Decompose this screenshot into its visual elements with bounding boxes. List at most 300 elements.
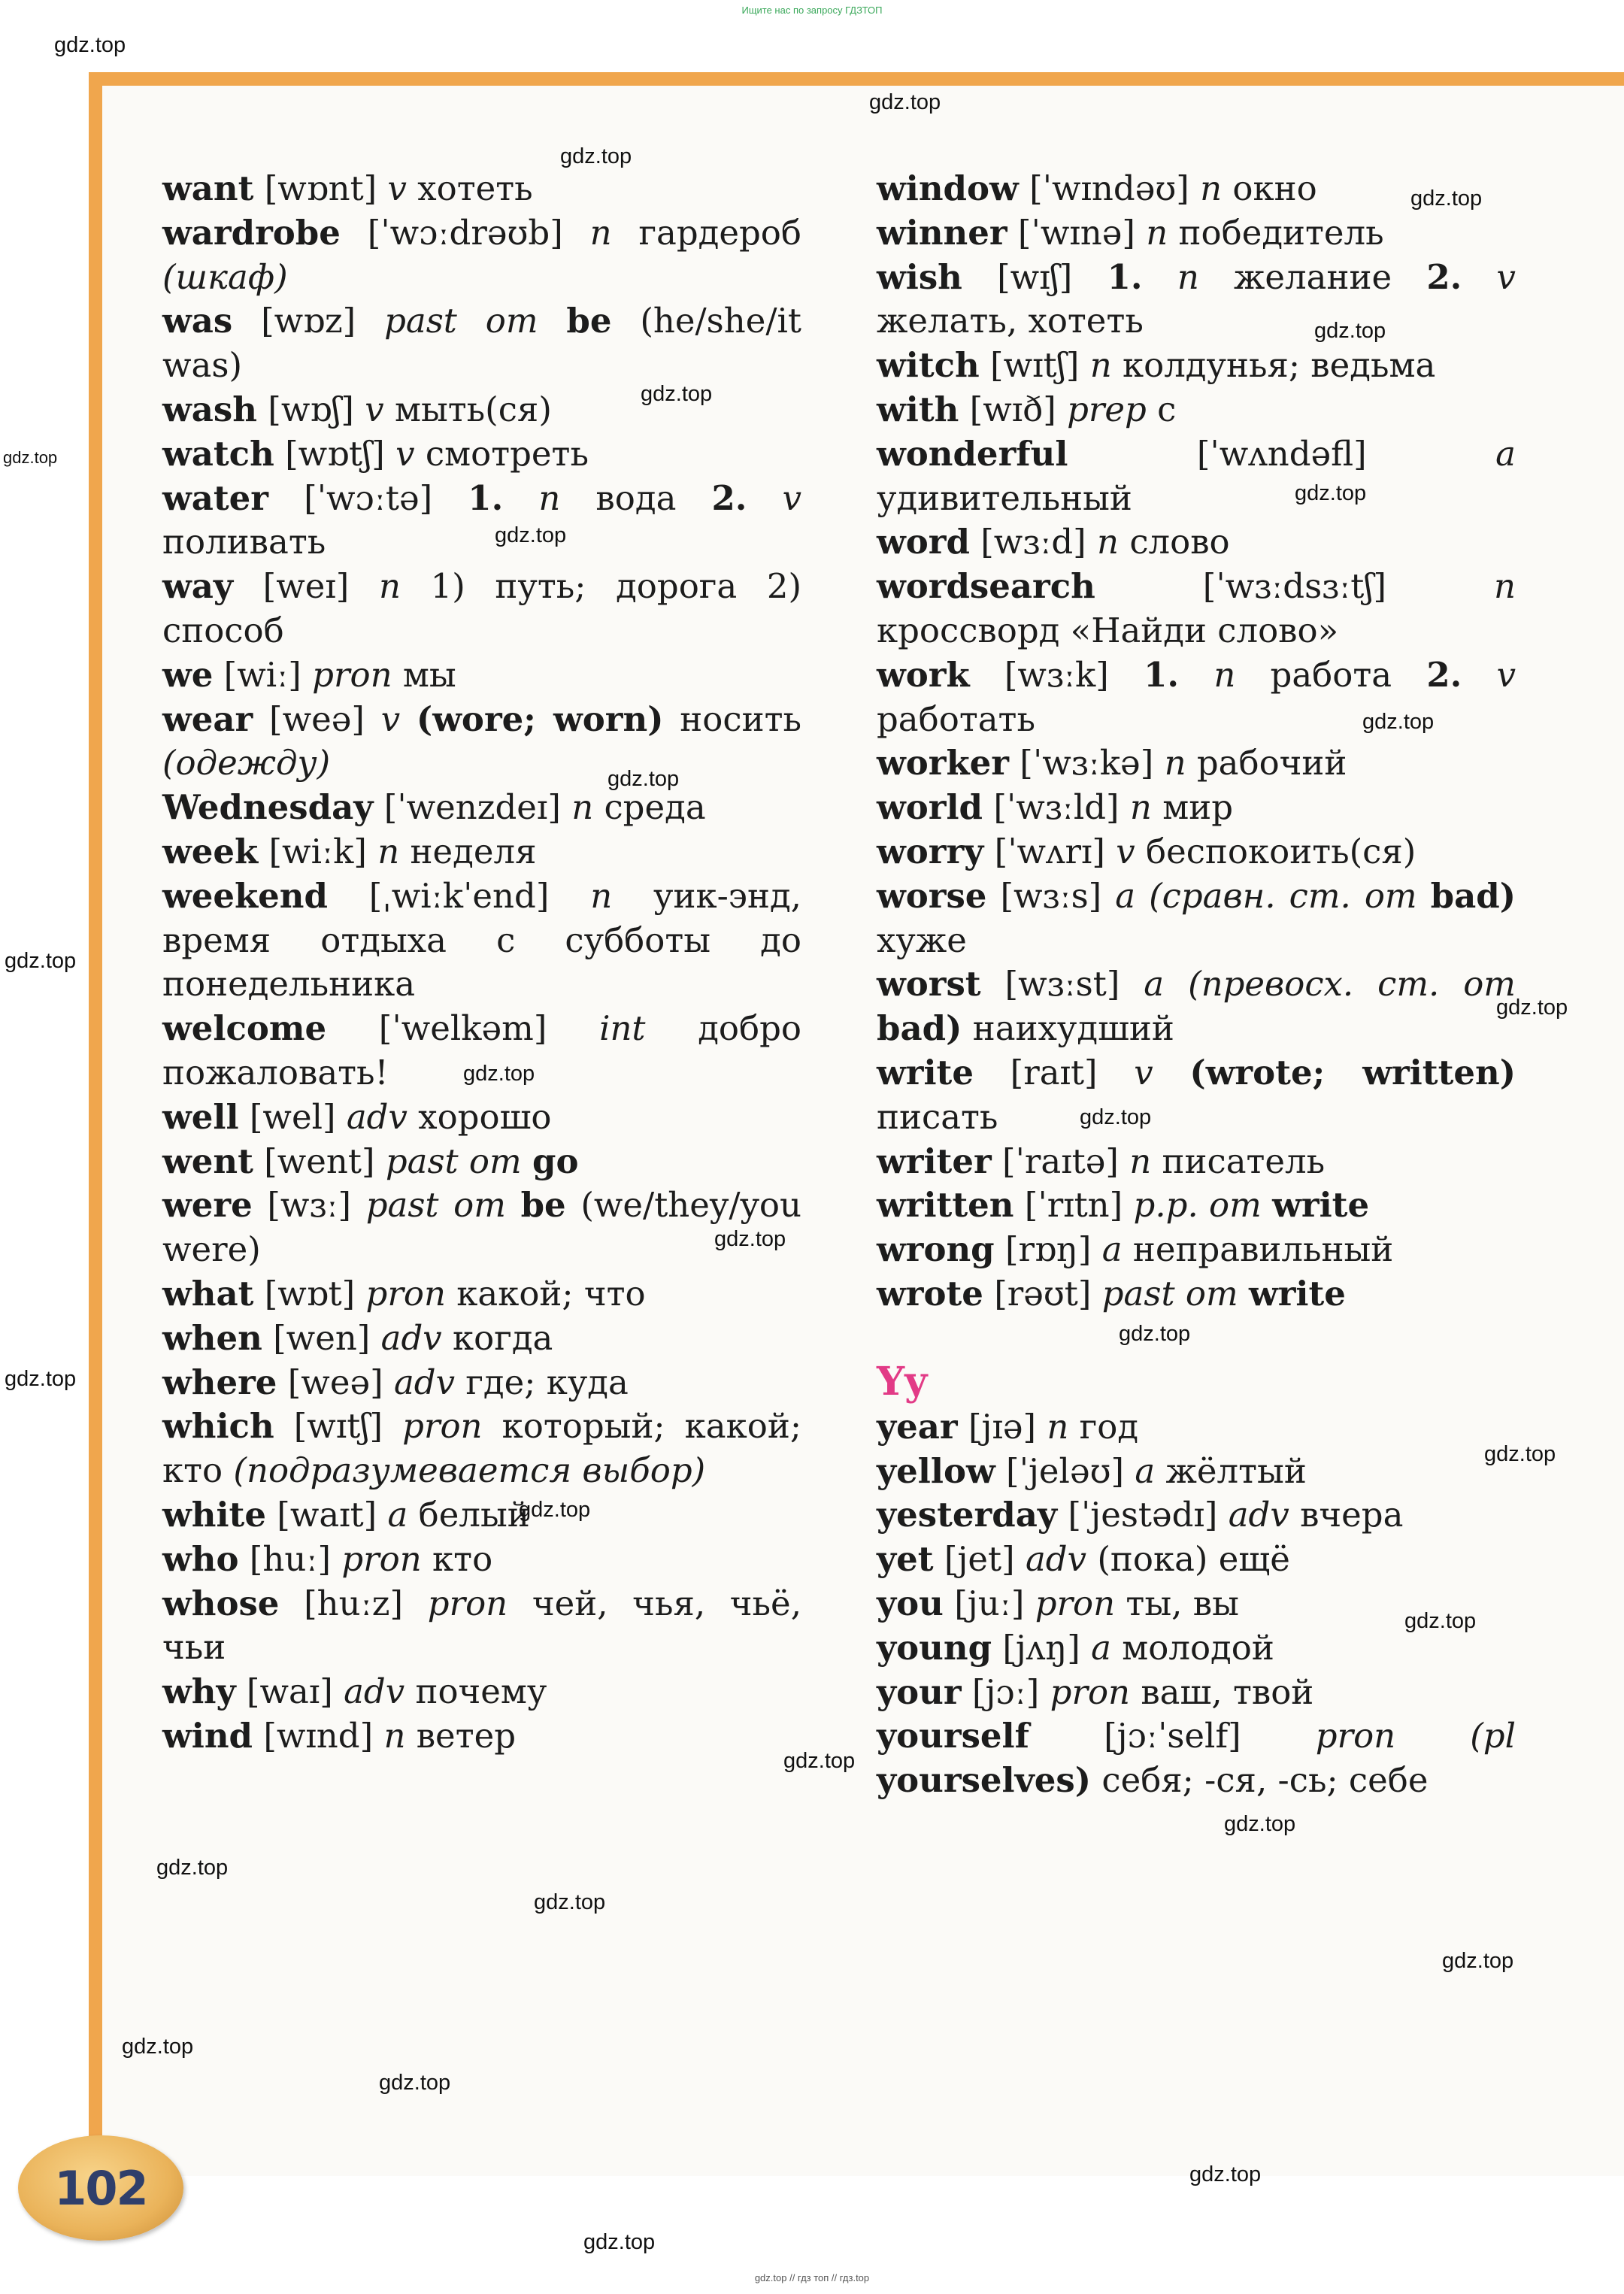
watermark: gdz.top	[1410, 186, 1483, 211]
dictionary-entry	[877, 741, 1516, 786]
entry-part-of-speech: p.p. от	[1133, 1185, 1262, 1226]
entry-text	[1238, 1274, 1249, 1314]
watermark: gdz.top	[1496, 995, 1568, 1020]
entry-text: [ˈwɜːdsɜːtʃ]	[1095, 566, 1495, 607]
dictionary-entry	[877, 1671, 1516, 1715]
entry-text: где; куда	[455, 1362, 629, 1402]
entry-text: [wɪtʃ]	[979, 345, 1090, 386]
entry-headword: where	[162, 1362, 277, 1402]
entry-text: удивительный	[877, 477, 1132, 518]
dictionary-entry	[877, 1051, 1516, 1140]
entry-headword: watch	[162, 433, 274, 474]
entry-text: [ˈraɪtə]	[991, 1141, 1130, 1181]
dictionary-entry	[162, 698, 801, 786]
entry-note: (сравн. ст. от	[1149, 875, 1417, 916]
entry-text: [jʌŋ]	[992, 1627, 1092, 1668]
entry-text: [ˈwenzdeɪ]	[373, 787, 572, 828]
dictionary-entry	[162, 1183, 801, 1272]
entry-part-of-speech: v	[1496, 654, 1516, 695]
entry-part-of-speech: n	[1047, 1406, 1069, 1447]
entry-text: [waɪ]	[235, 1671, 344, 1712]
entry-reference: 1.	[1107, 256, 1143, 297]
dictionary-entry	[162, 1582, 801, 1671]
entry-part-of-speech: adv	[1025, 1539, 1087, 1580]
entry-part-of-speech: int	[599, 1008, 646, 1049]
entry-text: [rəʊt]	[983, 1273, 1102, 1314]
dictionary-entry	[877, 432, 1516, 521]
entry-text: жёлтый	[1155, 1450, 1307, 1491]
entry-headword: wrong	[877, 1229, 995, 1270]
entry-headword: yellow	[877, 1450, 995, 1491]
entry-headword: why	[162, 1671, 236, 1712]
entry-part-of-speech: n	[1129, 1141, 1152, 1181]
entry-headword: well	[162, 1096, 239, 1137]
entry-reference: (wrote; written)	[1189, 1052, 1516, 1092]
dictionary-entry	[877, 388, 1516, 432]
entry-text: [weɪ]	[233, 566, 379, 607]
entry-headword: Wednesday	[162, 787, 374, 828]
watermark: gdz.top	[122, 2035, 194, 2059]
entry-headword: yesterday	[877, 1495, 1058, 1535]
dictionary-entry	[162, 1405, 801, 1493]
entry-text	[1179, 655, 1213, 695]
dictionary-entry	[877, 786, 1516, 830]
entry-text: колдунья; ведьма	[1111, 345, 1436, 386]
entry-headword: water	[162, 477, 269, 518]
entry-text: [went]	[253, 1141, 386, 1181]
entry-text: себя; -ся, -сь; себе	[1091, 1760, 1429, 1801]
entry-headword: write	[877, 1052, 974, 1092]
entry-text: [huːz]	[279, 1583, 428, 1623]
entry-text: [ˈwɜːld]	[983, 787, 1130, 828]
entry-text	[1153, 1053, 1190, 1092]
watermark: gdz.top	[1314, 319, 1386, 343]
entry-text: [wel]	[238, 1096, 347, 1137]
entry-note: (одежду)	[162, 743, 331, 783]
dictionary-entry	[162, 477, 801, 565]
watermark: gdz.top	[5, 1367, 77, 1391]
entry-text	[1164, 964, 1188, 1004]
entry-text: ветер	[405, 1715, 517, 1756]
entry-headword: wonderful	[877, 433, 1068, 474]
entry-text: (he/she/it was)	[162, 301, 801, 386]
entry-part-of-speech: n	[1097, 522, 1120, 562]
entry-text: [ˈwʌndəfl]	[1068, 433, 1496, 474]
dictionary-entry	[162, 1493, 801, 1538]
entry-text: писатель	[1151, 1141, 1326, 1181]
dictionary-entry	[877, 1714, 1516, 1803]
entry-text	[1135, 876, 1149, 916]
entry-headword: weekend	[162, 875, 328, 916]
entry-part-of-speech: v	[782, 477, 801, 518]
watermark: gdz.top	[583, 2230, 656, 2254]
watermark: gdz.top	[1224, 1812, 1296, 1836]
dictionary-entry	[162, 211, 801, 300]
entry-part-of-speech: n	[1089, 345, 1112, 386]
entry-text: рабочий	[1186, 743, 1347, 783]
entry-text: смотреть	[414, 433, 589, 474]
dictionary-entry	[877, 520, 1516, 565]
entry-text: [ˈrɪtn]	[1013, 1185, 1134, 1226]
entry-part-of-speech: a	[1144, 964, 1165, 1005]
dictionary-entry	[162, 1140, 801, 1184]
entry-text: [wɪtʃ]	[274, 1406, 403, 1447]
entry-note: (превосх. ст. от	[1188, 964, 1516, 1005]
entry-text: [wɜːd]	[969, 522, 1098, 562]
entry-text: неделя	[399, 831, 537, 871]
entry-text: писать	[877, 1096, 998, 1137]
watermark: gdz.top	[1484, 1442, 1556, 1466]
entry-text: мыть(ся)	[383, 389, 552, 429]
entry-headword: we	[162, 654, 214, 695]
entry-text: молодой	[1110, 1627, 1274, 1668]
entry-headword: world	[877, 787, 983, 828]
entry-text: ты, вы	[1115, 1583, 1239, 1623]
dictionary-entry	[162, 1272, 801, 1317]
entry-part-of-speech: past от	[384, 301, 538, 341]
entry-headword: were	[162, 1185, 253, 1226]
entry-text: беспокоить(ся)	[1135, 831, 1416, 871]
entry-text: поливать	[162, 522, 326, 562]
entry-headword: witch	[877, 345, 980, 386]
entry-text: [ˈwɔːtə]	[268, 477, 468, 518]
entry-text: [ˈwʌrɪ]	[983, 831, 1116, 871]
dictionary-entry	[162, 874, 801, 1007]
entry-text: с	[1146, 389, 1177, 429]
entry-text	[506, 1185, 521, 1225]
entry-reference: 1.	[1144, 654, 1180, 695]
watermark: gdz.top	[607, 767, 680, 791]
entry-text: [jet]	[933, 1539, 1026, 1580]
entry-text	[1462, 655, 1496, 695]
entry-part-of-speech: adv	[1228, 1495, 1289, 1535]
entry-headword: word	[877, 522, 970, 562]
entry-text: хорошо	[407, 1096, 552, 1137]
entry-part-of-speech: adv	[344, 1671, 405, 1712]
entry-text: [ˈwɜːkə]	[1008, 743, 1165, 783]
entry-part-of-speech: a	[1495, 433, 1516, 474]
entry-part-of-speech: n	[538, 477, 561, 518]
entry-text: наихудший	[962, 1008, 1174, 1049]
entry-reference: write	[1248, 1273, 1346, 1314]
dictionary-entry	[162, 1670, 801, 1714]
entry-part-of-speech: pron	[1315, 1716, 1396, 1756]
entry-text: [wiːk]	[258, 831, 378, 871]
entry-part-of-speech: n	[378, 566, 401, 607]
entry-headword: which	[162, 1406, 274, 1447]
entry-text: [wɜːs]	[986, 875, 1116, 916]
dictionary-entry	[877, 256, 1516, 344]
entry-part-of-speech: adv	[346, 1096, 408, 1137]
top-search-note: Ищите нас по запросу ГДЗТОП	[741, 5, 883, 16]
entry-text: который; какой; кто	[162, 1406, 801, 1491]
entry-headword: week	[162, 831, 259, 871]
watermark: gdz.top	[1189, 2162, 1262, 2186]
entry-reference: 1.	[468, 477, 504, 518]
dictionary-entry	[877, 1405, 1516, 1450]
entry-text: добро пожаловать!	[162, 1008, 801, 1092]
entry-reference: 2.	[1426, 256, 1462, 297]
entry-text: [weə]	[253, 699, 381, 739]
entry-text: уик-энд, время отдыха с субботы до понедельника	[162, 875, 801, 1005]
entry-text: когда	[441, 1317, 553, 1358]
entry-text: [huː]	[238, 1538, 342, 1579]
entry-part-of-speech: pron	[365, 1273, 446, 1314]
entry-headword: writer	[877, 1141, 992, 1181]
dictionary-entry	[162, 1361, 801, 1405]
watermark: gdz.top	[495, 523, 567, 547]
entry-text	[503, 478, 538, 518]
entry-headword: wash	[162, 389, 257, 429]
entry-text: [wɪnd]	[253, 1715, 384, 1756]
entry-headword: year	[877, 1406, 958, 1447]
dictionary-entry	[877, 1493, 1516, 1538]
entry-part-of-speech: pron	[402, 1406, 483, 1447]
entry-part-of-speech: n	[1129, 787, 1152, 828]
w-entries-list	[877, 167, 1516, 1317]
entry-part-of-speech: v	[1116, 831, 1135, 871]
entry-text: [ˈwɪnə]	[1007, 212, 1147, 253]
dictionary-entry	[877, 1450, 1516, 1494]
entry-part-of-speech: n	[383, 1715, 406, 1756]
entry-part-of-speech: n	[1213, 654, 1236, 695]
entry-text: хуже	[877, 920, 967, 960]
entry-text: среда	[593, 787, 706, 828]
entry-part-of-speech: adv	[393, 1362, 456, 1402]
entry-headword: who	[162, 1538, 239, 1579]
watermark: gdz.top	[1404, 1609, 1477, 1633]
watermark: gdz.top	[869, 90, 941, 114]
entry-headword: you	[877, 1583, 944, 1623]
section-letter-y: Yy	[877, 1358, 928, 1405]
entry-text: [juː]	[943, 1583, 1035, 1623]
entry-text: вода	[560, 477, 712, 518]
entry-text: [wɒz]	[232, 301, 385, 341]
entry-part-of-speech: past от	[365, 1185, 506, 1226]
dictionary-entry	[162, 1714, 801, 1759]
entry-text	[747, 478, 782, 518]
entry-headword: wardrobe	[162, 212, 341, 253]
entry-text: [waɪt]	[265, 1494, 388, 1535]
entry-text: желание	[1198, 256, 1427, 297]
watermark: gdz.top	[1080, 1105, 1152, 1129]
watermark: gdz.top	[519, 1498, 591, 1522]
entry-headword: wind	[162, 1715, 253, 1756]
entry-text: окно	[1222, 168, 1317, 208]
watermark: gdz.top	[463, 1062, 535, 1086]
entry-text	[1462, 257, 1496, 297]
entry-headword: welcome	[162, 1008, 327, 1049]
bottom-site-note: gdz.top // гдз топ // гдз.top	[754, 2272, 870, 2283]
entry-text: [jɔː]	[961, 1671, 1050, 1712]
dictionary-entry	[162, 565, 801, 653]
entry-headword: worry	[877, 831, 984, 871]
entry-headword: worst	[877, 964, 981, 1005]
entry-headword: went	[162, 1141, 253, 1181]
entry-part-of-speech: n	[1200, 168, 1223, 208]
entry-reference: be	[566, 301, 612, 341]
entry-part-of-speech: a	[387, 1494, 408, 1535]
entry-headword: young	[877, 1627, 992, 1668]
entry-part-of-speech: n	[1494, 566, 1516, 607]
entry-text: [wɜːst]	[980, 964, 1144, 1005]
entry-text: [rɒŋ]	[994, 1229, 1102, 1270]
entry-headword: winner	[877, 212, 1007, 253]
entry-text: [wɒʃ]	[256, 389, 365, 429]
entry-part-of-speech: a	[1115, 875, 1136, 916]
dictionary-entry	[162, 1538, 801, 1582]
entry-part-of-speech: pron	[1035, 1583, 1116, 1623]
entry-text: неправильный	[1122, 1229, 1394, 1270]
dictionary-entry	[877, 874, 1516, 963]
dictionary-entry	[877, 1140, 1516, 1184]
watermark: gdz.top	[1362, 710, 1435, 734]
entry-part-of-speech: n	[377, 831, 400, 871]
entry-text: [wen]	[262, 1317, 381, 1358]
entry-part-of-speech: prep	[1067, 389, 1147, 429]
entry-text: кто	[421, 1538, 493, 1579]
entry-text: 1) путь; дорога 2) способ	[162, 566, 802, 650]
entry-text: вчера	[1289, 1495, 1404, 1535]
entry-part-of-speech: v	[387, 168, 407, 208]
entry-text: [jɔːˈself]	[1029, 1716, 1316, 1756]
entry-part-of-speech: n	[571, 787, 594, 828]
entry-text: [weə]	[277, 1362, 394, 1402]
watermark: gdz.top	[560, 144, 632, 168]
entry-part-of-speech: past от	[1101, 1273, 1238, 1314]
entry-part-of-speech: v	[395, 433, 415, 474]
entry-headword: white	[162, 1494, 266, 1535]
entry-text: (we/they/you were)	[162, 1185, 801, 1270]
entry-headword: worker	[877, 743, 1009, 783]
entry-text: [jɪə]	[957, 1406, 1047, 1447]
entry-part-of-speech: pron	[341, 1538, 422, 1579]
entry-text: работа	[1235, 654, 1427, 695]
entry-headword: wish	[877, 256, 962, 297]
entry-reference: yourselves)	[877, 1760, 1092, 1801]
watermark: gdz.top	[1295, 481, 1367, 505]
entry-text: победитель	[1168, 212, 1384, 253]
entry-text: почему	[404, 1671, 547, 1712]
watermark: gdz.top	[3, 448, 58, 467]
dictionary-entry	[162, 1095, 801, 1140]
entry-text: какой; что	[445, 1273, 646, 1314]
dictionary-entry	[162, 167, 801, 211]
watermark: gdz.top	[534, 1890, 606, 1914]
entry-text: ваш, твой	[1130, 1671, 1314, 1712]
entry-text: [ˈjeləʊ]	[995, 1450, 1135, 1491]
entry-part-of-speech: v	[365, 389, 384, 429]
entry-part-of-speech: n	[1177, 256, 1199, 297]
watermark: gdz.top	[783, 1749, 856, 1773]
entry-text	[538, 301, 567, 341]
entry-text: чей, чья, чьё, чьи	[162, 1583, 801, 1668]
entry-text	[1143, 257, 1177, 297]
dictionary-entry	[162, 1317, 801, 1361]
watermark: gdz.top	[1119, 1322, 1191, 1346]
entry-part-of-speech: pron	[1050, 1671, 1131, 1712]
page-frame-top	[89, 72, 1624, 86]
entry-text: [wɜːk]	[969, 654, 1144, 695]
entry-text: гардероб	[611, 212, 801, 253]
dictionary-entry	[162, 653, 801, 698]
entry-reference: 2.	[711, 477, 747, 518]
entry-headword: wordsearch	[877, 566, 1095, 607]
dictionary-entry	[162, 786, 801, 830]
entry-text	[400, 699, 417, 739]
entry-headword: way	[162, 566, 234, 607]
entry-part-of-speech: n	[589, 212, 612, 253]
entry-text: [ˈwɔːdrəʊb]	[340, 212, 590, 253]
entry-headword: was	[162, 301, 233, 341]
watermark: gdz.top	[156, 1856, 229, 1880]
entry-headword: yourself	[877, 1716, 1030, 1756]
entry-headword: worse	[877, 875, 987, 916]
entry-headword: your	[877, 1671, 962, 1712]
entry-text: [raɪt]	[973, 1052, 1135, 1092]
entry-note: (подразумевается выбор)	[233, 1450, 706, 1491]
page-frame-left	[89, 72, 102, 2147]
entry-reference: be	[520, 1185, 566, 1226]
entry-text: [wɪð]	[959, 389, 1068, 429]
entry-text: год	[1068, 1406, 1139, 1447]
entry-text: [wɜː]	[252, 1185, 366, 1226]
entry-headword: wrote	[877, 1273, 983, 1314]
entry-headword: with	[877, 389, 959, 429]
entry-text: [wiː]	[213, 654, 313, 695]
entry-part-of-speech: a	[1135, 1450, 1156, 1491]
entry-part-of-speech: pron	[312, 654, 392, 695]
entry-part-of-speech: n	[1146, 212, 1168, 253]
watermark: gdz.top	[1442, 1949, 1514, 1973]
dictionary-entry	[162, 830, 801, 874]
entry-reference: go	[532, 1141, 579, 1181]
entry-reference: (wore; worn)	[416, 699, 664, 739]
entry-text: кроссворд «Найди слово»	[877, 610, 1339, 650]
entry-part-of-speech: v	[1134, 1052, 1153, 1092]
entry-part-of-speech: pron	[427, 1583, 508, 1623]
entry-part-of-speech: v	[1496, 256, 1516, 297]
entry-text: белый	[408, 1494, 530, 1535]
entry-text: [ˈwelkəm]	[326, 1008, 600, 1049]
entry-reference: bad)	[877, 1008, 962, 1049]
entry-headword: wear	[162, 699, 253, 739]
entry-part-of-speech: v	[380, 699, 401, 739]
entry-note: (шкаф)	[162, 256, 288, 297]
dictionary-entry	[877, 1272, 1516, 1317]
entry-text: [ˈjestədɪ]	[1057, 1495, 1229, 1535]
entry-text: работать	[877, 699, 1035, 739]
entry-text: слово	[1119, 522, 1230, 562]
entry-part-of-speech: a	[1091, 1627, 1111, 1668]
entry-text: [wɒtʃ]	[274, 433, 396, 474]
dictionary-entry	[877, 1538, 1516, 1582]
entry-text	[1417, 876, 1431, 916]
dictionary-column-right	[877, 167, 1516, 1803]
entry-text: [ˈwɪndəʊ]	[1018, 168, 1201, 208]
entry-text	[522, 1141, 532, 1181]
entry-reference: bad)	[1430, 875, 1516, 916]
entry-text: мы	[392, 654, 456, 695]
dictionary-entry	[877, 344, 1516, 388]
entry-part-of-speech: n	[1164, 743, 1186, 783]
dictionary-entry	[162, 432, 801, 477]
entry-note: (pl	[1470, 1716, 1516, 1756]
entry-headword: yet	[877, 1539, 934, 1580]
entry-headword: window	[877, 168, 1019, 208]
watermark: gdz.top	[379, 2071, 451, 2095]
entry-text: хотеть	[406, 168, 533, 208]
